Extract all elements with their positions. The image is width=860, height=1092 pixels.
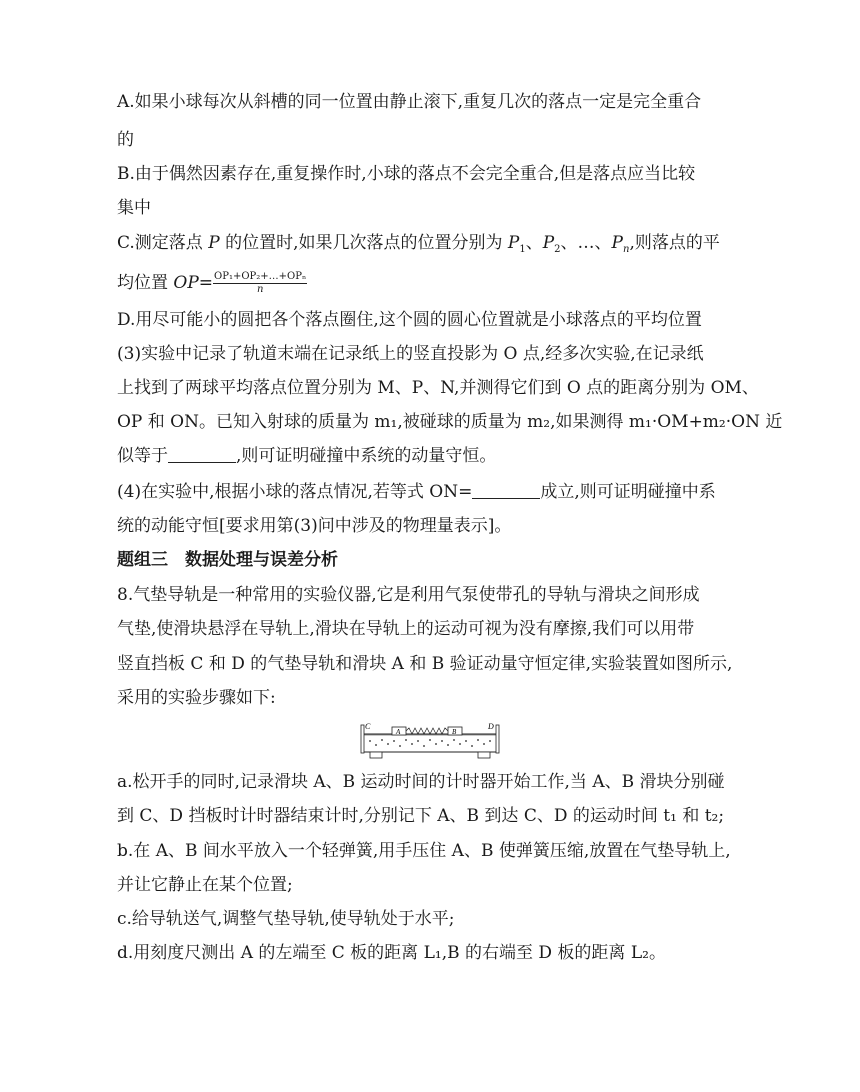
option-c-line1: C.测定落点 P 的位置时,如果几次落点的位置分别为 $P_1$、$P_2$、…、$P_n$,则落点的平: [117, 233, 720, 255]
plate-d: [496, 725, 499, 753]
q3-line3: OP 和 ON。已知入射球的质量为 m₁,被碰球的质量为 m₂,如果测得 m₁·OM+m₂·ON 近: [117, 412, 783, 432]
q4-line1: (4)在实验中,根据小球的落点情况,若等式 ON= 成立,则可证明碰撞中系: [117, 482, 716, 502]
air-track: [362, 734, 498, 752]
option-a-line1: A.如果小球每次从斜槽的同一位置由静止滚下,重复几次的落点一定是完全重合: [117, 92, 702, 112]
label-b: B: [452, 728, 457, 736]
step-a-line2: 到 C、D 挡板时计时器结束计时,分别记下 A、B 到达 C、D 的运动时间 t₁ 和 t₂;: [117, 806, 725, 826]
option-c-line2: 均位置 OP= $\frac{\text{OP₁+OP₂+…+OPₙ}}{n}$: [117, 271, 307, 295]
q8-line3: 竖直挡板 C 和 D 的气垫导轨和滑块 A 和 B 验证动量守恒定律,实验装置如图所示,: [117, 654, 733, 674]
spring: [406, 728, 448, 734]
track-foot-right: [478, 752, 490, 758]
label-d: D: [488, 722, 494, 731]
q8-line4: 采用的实验步骤如下:: [117, 688, 276, 708]
step-c-line: c.给导轨送气,调整气垫导轨,使导轨处于水平;: [117, 909, 455, 929]
option-b-line2: 集中: [117, 198, 151, 218]
step-b-line2: 并让它静止在某个位置;: [117, 875, 293, 895]
q3-line1: (3)实验中记录了轨道末端在记录纸上的竖直投影为 O 点,经多次实验,在记录纸: [117, 344, 704, 364]
answer-blank-q4[interactable]: [472, 484, 540, 499]
track-foot-left: [370, 752, 382, 758]
q8-line2: 气垫,使滑块悬浮在导轨上,滑块在导轨上的运动可视为没有摩擦,我们可以用带: [117, 619, 695, 639]
q3-line4: 似等于 ,则可证明碰撞中系统的动量守恒。: [117, 446, 497, 466]
answer-blank-q3[interactable]: [168, 448, 236, 463]
section-heading: 题组三 数据处理与误差分析: [117, 550, 338, 570]
step-a-line1: a.松开手的同时,记录滑块 A、B 运动时间的计时器开始工作,当 A、B 滑块分别碰: [117, 772, 725, 792]
q8-line1: 8.气垫导轨是一种常用的实验仪器,它是利用气泵使带孔的导轨与滑块之间形成: [117, 585, 700, 605]
option-b-line1: B.由于偶然因素存在,重复操作时,小球的落点不会完全重合,但是落点应当比较: [117, 164, 696, 184]
label-a: A: [396, 728, 401, 736]
q3-line2: 上找到了两球平均落点位置分别为 M、P、N,并测得它们到 O 点的距离分别为 OM、: [117, 378, 759, 398]
step-d-line: d.用刻度尺测出 A 的左端至 C 板的距离 L₁,B 的右端至 D 板的距离 L₂。: [117, 943, 666, 963]
option-d-line: D.用尽可能小的圆把各个落点圈住,这个圆的圆心位置就是小球落点的平均位置: [117, 310, 702, 330]
step-b-line1: b.在 A、B 间水平放入一个轻弹簧,用手压住 A、B 使弹簧压缩,放置在气垫导轨上,: [117, 841, 731, 861]
label-c: C: [365, 722, 371, 731]
option-a-line2: 的: [117, 130, 134, 150]
q4-line2: 统的动能守恒[要求用第(3)问中涉及的物理量表示]。: [117, 516, 512, 536]
air-track-diagram: [356, 720, 506, 768]
plate-c: [361, 725, 364, 753]
average-position-fraction: $\frac{\text{OP₁+OP₂+…+OPₙ}}{n}$: [214, 271, 307, 295]
